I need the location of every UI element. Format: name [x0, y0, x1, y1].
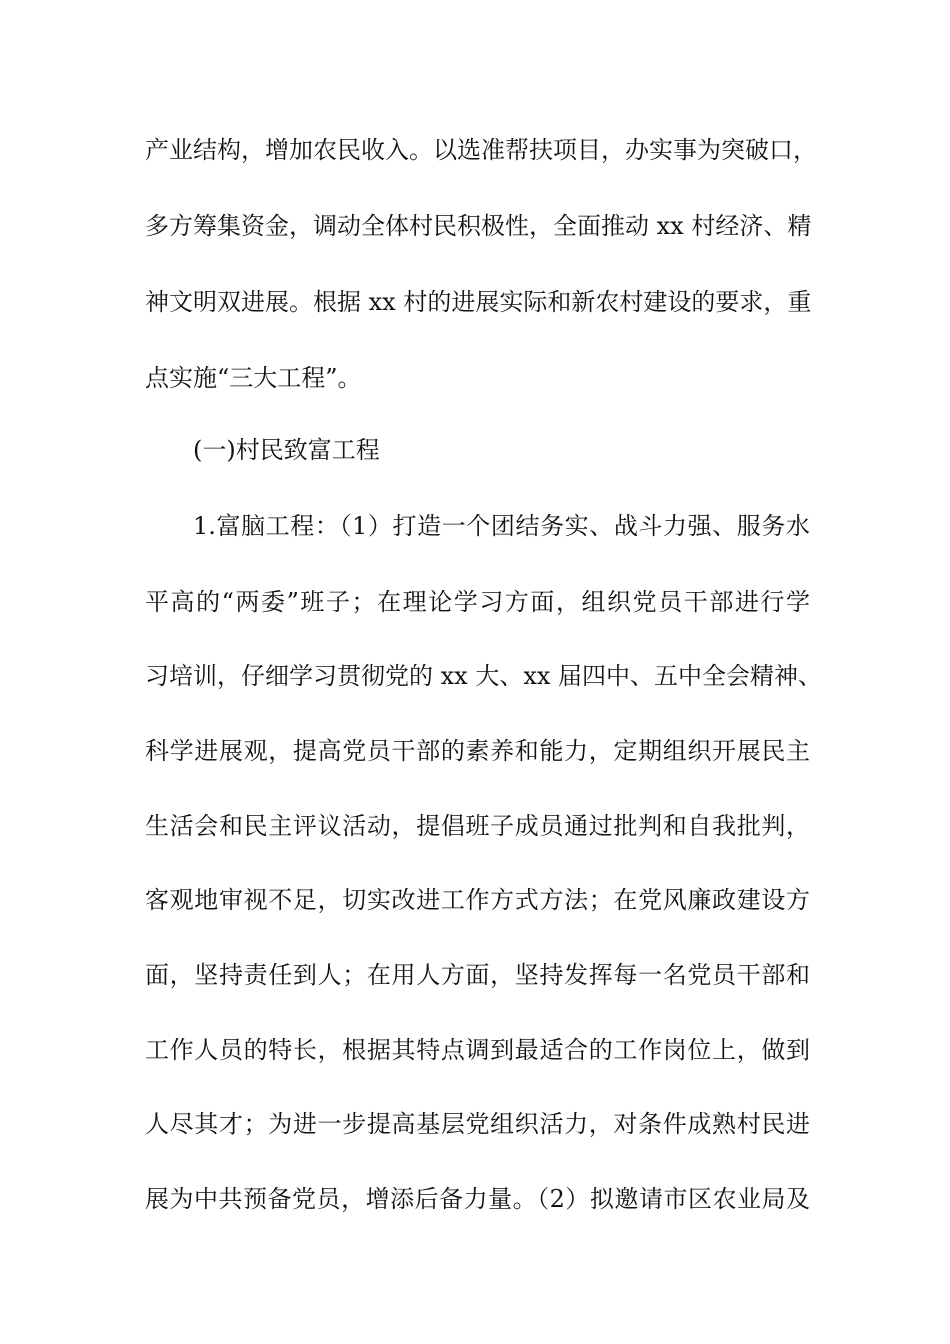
paragraph-2-line-1: 1.富脑工程：（1）打造一个团结务实、战斗力强、服务水: [193, 512, 810, 540]
paragraph-2-line-8: 工作人员的特长，根据其特点调到最适合的工作岗位上，做到: [145, 1036, 810, 1064]
paragraph-2-line-5: 生活会和民主评议活动，提倡班子成员通过批判和自我批判，: [145, 812, 810, 840]
paragraph-2-line-9: 人尽其才；为进一步提高基层党组织活力，对条件成熟村民进: [145, 1110, 810, 1138]
paragraph-2-line-6: 客观地审视不足，切实改进工作方式方法；在党风廉政建设方: [145, 886, 810, 914]
paragraph-2-line-3: 习培训，仔细学习贯彻党的 xx 大、xx 届四中、五中全会精神、: [145, 662, 823, 690]
paragraph-1-line-3: 神文明双进展。根据 xx 村的进展实际和新农村建设的要求，重: [145, 288, 812, 316]
section-heading: (一)村民致富工程: [193, 436, 380, 464]
paragraph-2-line-7: 面，坚持责任到人；在用人方面，坚持发挥每一名党员干部和: [145, 961, 810, 989]
paragraph-1-line-4: 点实施“三大工程”。: [145, 364, 362, 392]
paragraph-1-line-2: 多方筹集资金，调动全体村民积极性，全面推动 xx 村经济、精: [145, 212, 812, 240]
paragraph-1-line-1: 产业结构，增加农民收入。以选准帮扶项目，办实事为突破口，: [145, 136, 817, 164]
paragraph-2-line-4: 科学进展观，提高党员干部的素养和能力，定期组织开展民主: [145, 737, 810, 765]
paragraph-2-line-10: 展为中共预备党员，增添后备力量。（2）拟邀请市区农业局及: [145, 1185, 810, 1213]
paragraph-2-line-2: 平高的“两委”班子；在理论学习方面，组织党员干部进行学: [145, 588, 810, 616]
